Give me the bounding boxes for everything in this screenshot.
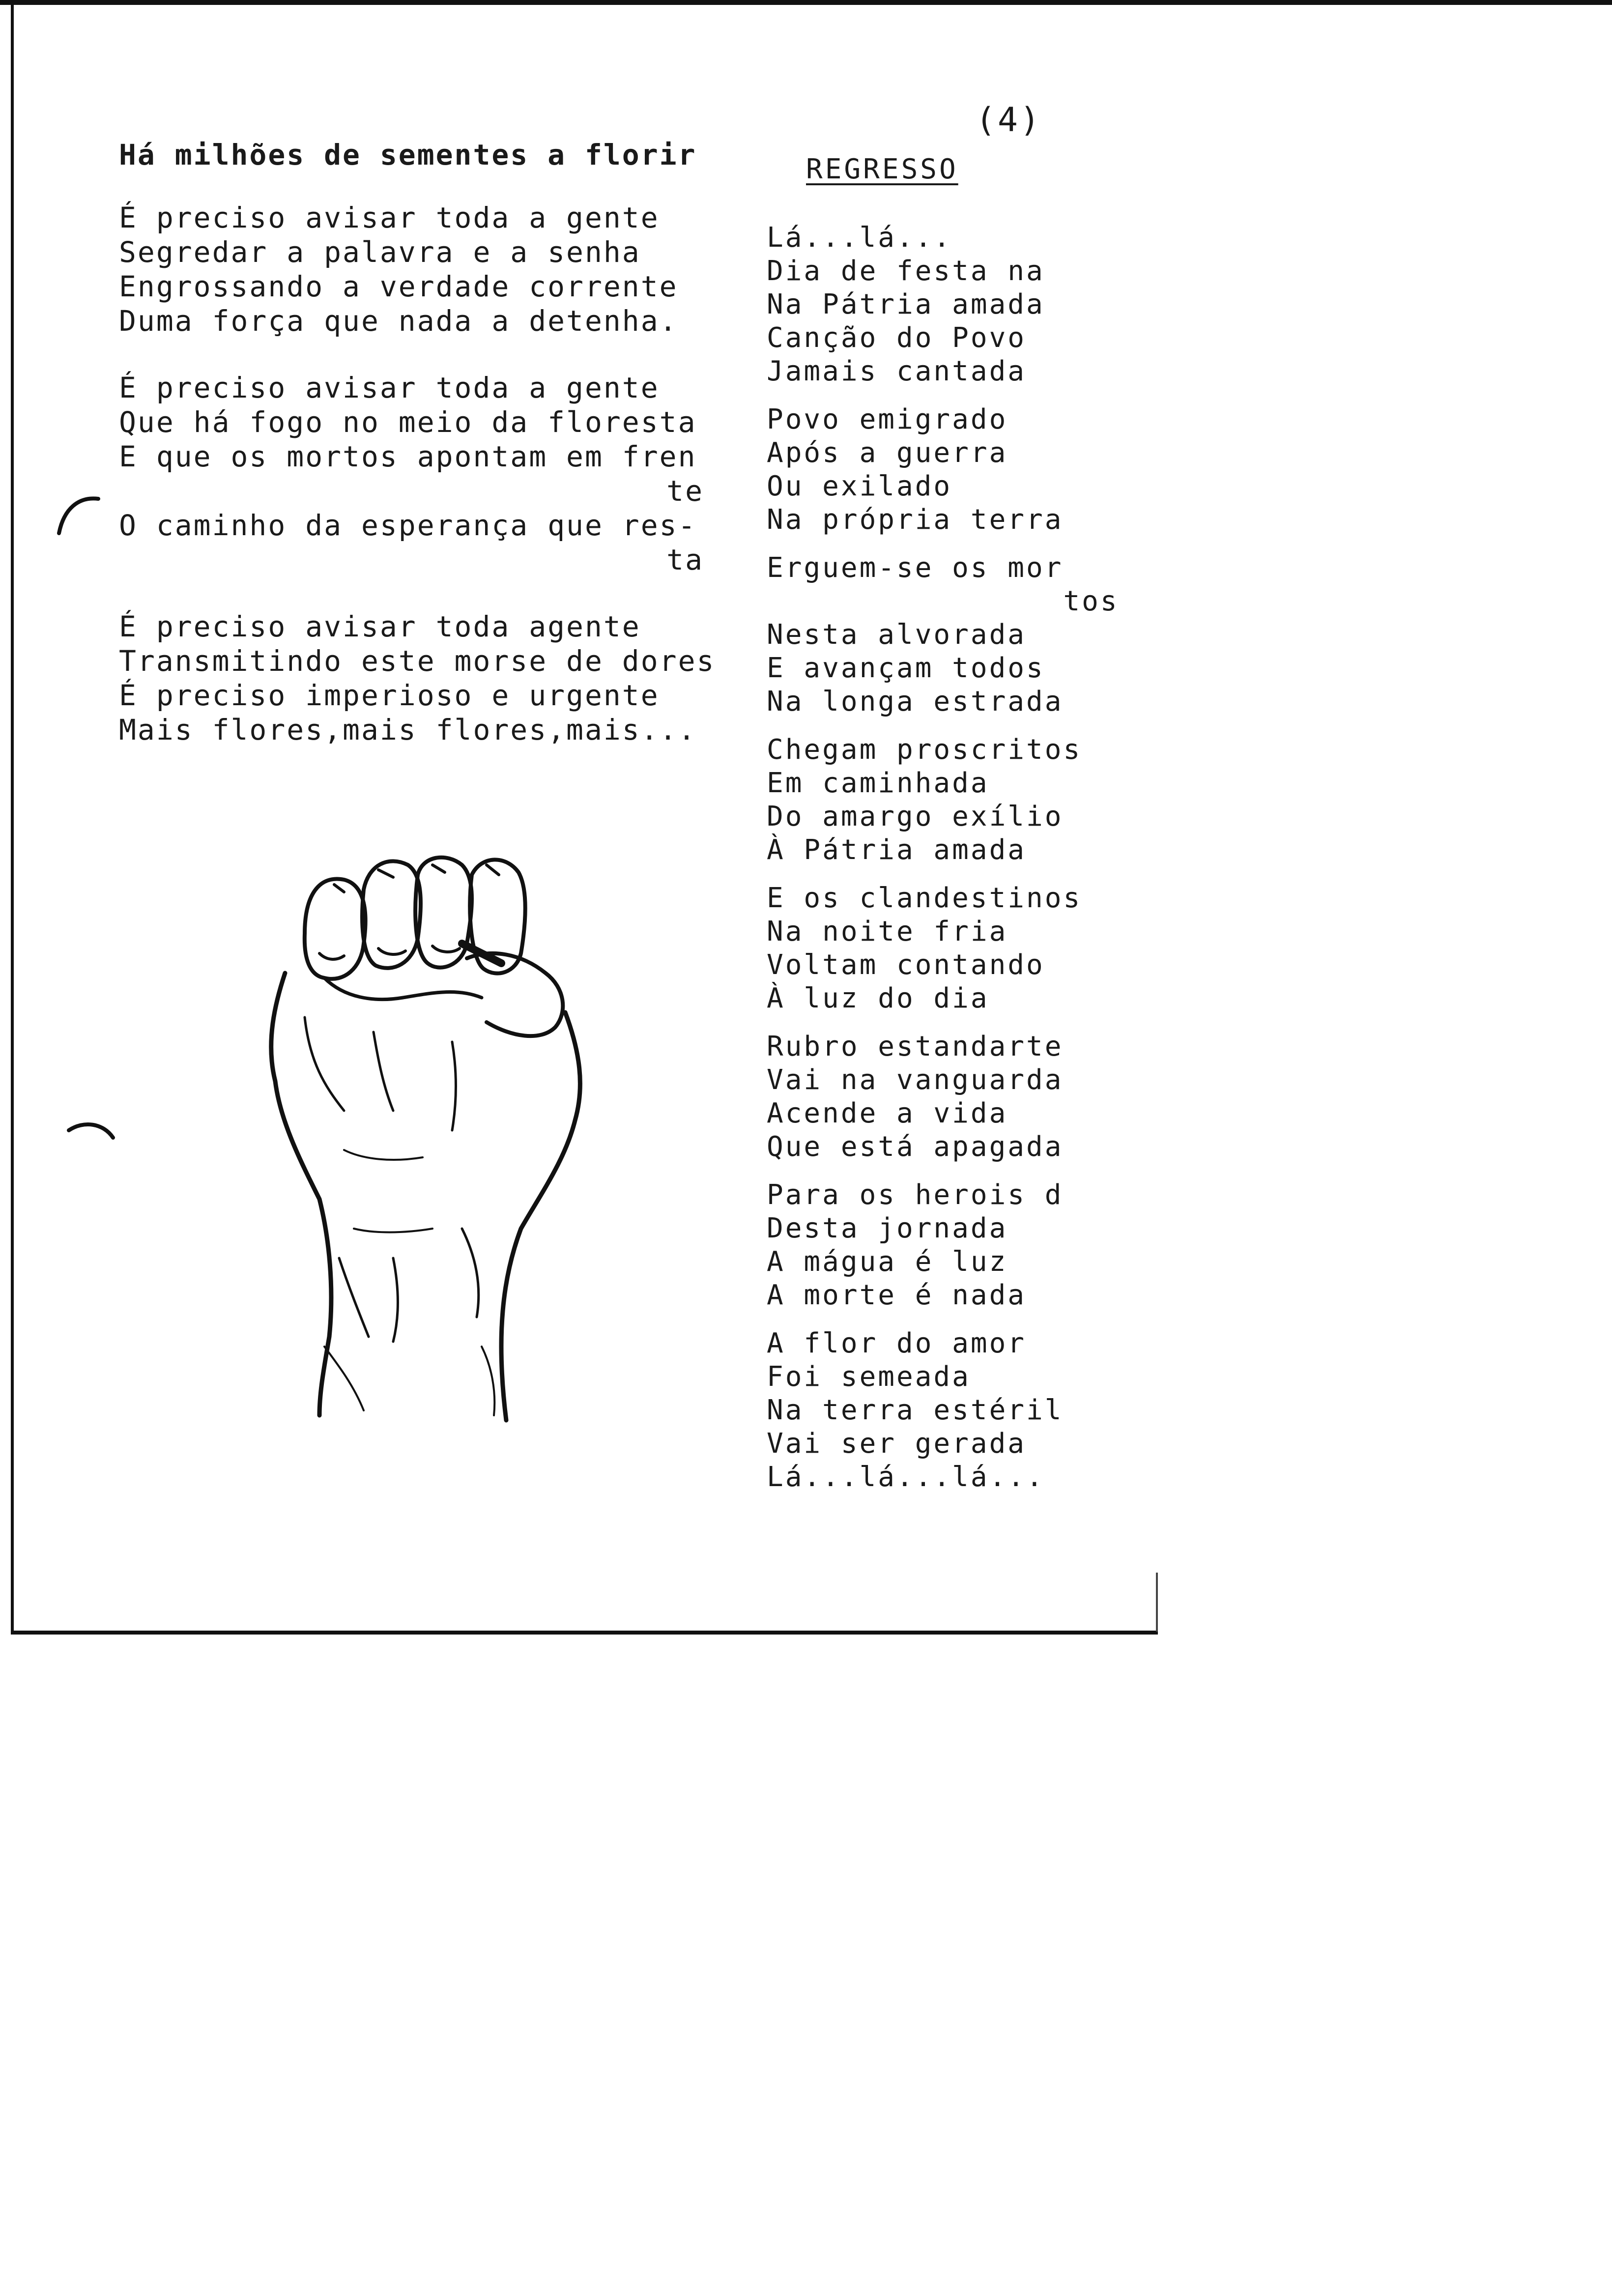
poem-line: É preciso avisar toda a gente <box>119 201 660 234</box>
margin-bracket-mark <box>64 1116 118 1155</box>
poem-line: Em caminhada <box>767 767 989 799</box>
poem-line: Na Pátria amada <box>767 288 1045 320</box>
right-stanza <box>767 551 1121 718</box>
left-stanza <box>119 371 738 577</box>
poem-line: O caminho da esperança que res- <box>119 509 697 542</box>
poem-line: Na noite fria <box>767 916 1008 947</box>
poem-line: Rubro estandarte <box>767 1031 1064 1062</box>
poem-line: Chegam proscritos <box>767 734 1082 766</box>
poem-line: A morte é nada <box>767 1279 1027 1311</box>
poem-line: Segredar a palavra e a senha <box>119 235 641 269</box>
right-stanza <box>767 221 1121 388</box>
poem-line: E que os mortos apontam em fren <box>119 440 697 473</box>
poem-line: ta <box>666 543 704 576</box>
left-stanza <box>119 609 738 747</box>
left-stanza <box>119 201 738 338</box>
poem-line: Do amargo exílio <box>767 801 1064 832</box>
poem-line: Vai ser gerada <box>767 1428 1027 1460</box>
poem-line: E os clandestinos <box>767 882 1082 914</box>
left-poem-title: Há milhões de sementes a florir <box>119 138 697 172</box>
poem-line: tos <box>767 585 1119 617</box>
poem-line: É preciso avisar toda agente <box>119 610 641 643</box>
poem-line: Ou exilado <box>767 470 952 502</box>
poem-line: Jamais cantada <box>767 355 1027 387</box>
poem-line: Na longa estrada <box>767 686 1064 718</box>
poem-line: Para os herois d <box>767 1179 1064 1211</box>
poem-line: Transmitindo este morse de dores <box>119 644 716 678</box>
poem-line: Erguem-se os mor <box>767 552 1064 584</box>
poem-line: Na terra estéril <box>767 1394 1064 1426</box>
poem-line: Na própria terra <box>767 504 1064 536</box>
poem-line: te <box>666 474 704 508</box>
page-border-top <box>0 0 1612 5</box>
right-stanza <box>767 733 1121 867</box>
right-poem-title: REGRESSO <box>806 153 958 185</box>
poem-line: Nesta alvorada <box>767 619 1027 651</box>
page-number: (4) <box>976 101 1042 140</box>
poem-line: Canção do Povo <box>767 322 1027 354</box>
poem-line: Engrossando a verdade corrente <box>119 270 678 303</box>
poem-line: Desta jornada <box>767 1212 1008 1244</box>
poem-line: É preciso imperioso e urgente <box>119 679 660 712</box>
poem-line: Povo emigrado <box>767 403 1008 435</box>
poem-line: É preciso avisar toda a gente <box>119 371 660 404</box>
right-stanza <box>767 882 1121 1015</box>
poem-line: Mais flores,mais flores,mais... <box>119 713 697 746</box>
poem-line: À Pátria amada <box>767 834 1027 866</box>
page-border-right-tick <box>1156 1573 1158 1632</box>
left-poem-heading <box>119 138 738 172</box>
poem-line: Que está apagada <box>767 1131 1064 1163</box>
left-poem <box>119 138 738 779</box>
poem-line: Vai na vanguarda <box>767 1064 1064 1096</box>
poem-line: Após a guerra <box>767 437 1008 469</box>
right-stanza <box>767 1327 1121 1494</box>
poem-line: Foi semeada <box>767 1361 971 1393</box>
right-stanza <box>767 1178 1121 1312</box>
right-stanza <box>767 1030 1121 1164</box>
poem-line: Duma força que nada a detenha. <box>119 304 678 338</box>
poem-line: Que há fogo no meio da floresta <box>119 405 697 439</box>
left-poem-body <box>119 201 738 747</box>
page-border-bottom <box>13 1631 1158 1635</box>
raised-fist-illustration <box>246 855 619 1425</box>
poem-line: Acende a vida <box>767 1097 1008 1129</box>
poem-line: Dia de festa na <box>767 255 1045 287</box>
poem-line: A mágua é luz <box>767 1246 1008 1278</box>
poem-line: A flor do amor <box>767 1327 1027 1359</box>
poem-line: E avançam todos <box>767 652 1045 684</box>
margin-bracket-mark <box>49 489 103 543</box>
right-poem-body <box>767 221 1121 1509</box>
right-stanza <box>767 403 1121 537</box>
poem-line: À luz do dia <box>767 982 989 1014</box>
poem-line: Lá...lá...lá... <box>767 1461 1045 1493</box>
poem-line: Lá...lá... <box>767 222 952 254</box>
poem-line: Voltam contando <box>767 949 1045 981</box>
page-border-left <box>11 0 14 1635</box>
